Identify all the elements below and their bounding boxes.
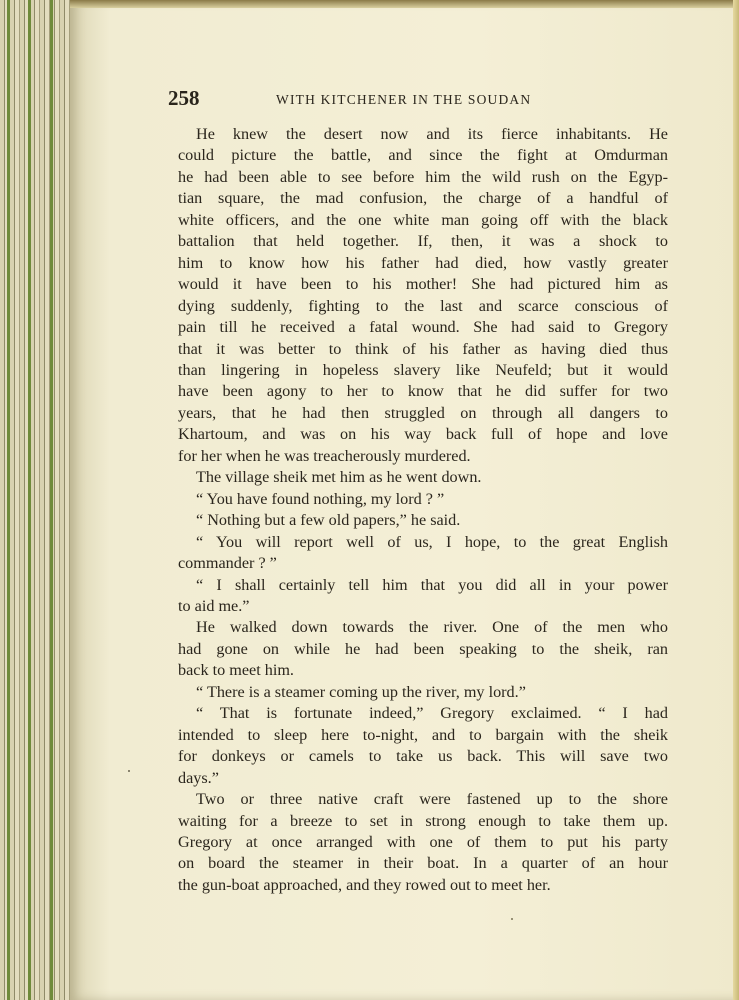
- text-line: years, that he had then struggled on through all dangers to: [178, 403, 668, 422]
- text-line: have been agony to her to know that he did suffer for two: [178, 382, 668, 401]
- text-line: intended to sleep here to-night, and to bargain with the sheik: [178, 725, 668, 744]
- text-line: for donkeys or camels to take us back. This will save two: [178, 747, 668, 766]
- text-line: “ Nothing but a few old papers,” he said.: [196, 511, 461, 530]
- edge-strip: [7, 0, 10, 1000]
- page-number: 258: [168, 86, 200, 110]
- running-title: WITH KITCHENER IN THE SOUDAN: [276, 92, 532, 107]
- text-line: had gone on while he had been speaking to the sheik, ran: [178, 639, 668, 658]
- text-line: Khartoum, and was on his way back full of hope and love: [178, 425, 668, 444]
- text-line: white officers, and the one white man going off with the black: [178, 210, 668, 229]
- text-line: He walked down towards the river. One of the men who: [196, 618, 668, 637]
- text-line: “ There is a steamer coming up the river, my lord.”: [196, 682, 526, 701]
- ink-speck: [128, 770, 130, 772]
- text-line: “ You have found nothing, my lord ? ”: [196, 489, 445, 508]
- text-line: The village sheik met him as he went down.: [196, 468, 482, 487]
- text-line: He knew the desert now and its fierce inhabitants. He: [196, 125, 668, 143]
- text-line: dying suddenly, fighting to the last and scarce conscious of: [178, 296, 668, 315]
- text-line: on board the steamer in their boat. In a quarter of an hour: [178, 854, 668, 873]
- text-line: “ That is fortunate indeed,” Gregory exclaimed. “ I had: [196, 704, 668, 723]
- text-line: Two or three native craft were fastened up to the shore: [196, 790, 668, 809]
- running-head: [168, 86, 568, 112]
- text-line: would it have been to his mother! She had pictured him as: [178, 275, 668, 294]
- text-line: tian square, the mad confusion, the charge of a handful of: [178, 189, 668, 208]
- page-top-edge: [70, 0, 739, 8]
- text-line: the gun-boat approached, and they rowed out to meet her.: [178, 875, 551, 894]
- text-line: “ You will report well of us, I hope, to the great English: [196, 532, 668, 551]
- text-line: “ I shall certainly tell him that you did all in your power: [196, 575, 668, 594]
- text-line: for her when he was treacherously murdered.: [178, 446, 471, 465]
- body-text: [178, 124, 668, 896]
- text-line: back to meet him.: [178, 661, 294, 680]
- edge-strip: [28, 0, 31, 1000]
- text-line: he had been able to see before him the wild rush on the Egyp-: [178, 167, 668, 186]
- text-line: than lingering in hopeless slavery like Neufeld; but it would: [178, 360, 668, 379]
- text-line: commander ? ”: [178, 554, 277, 573]
- page-edges: [0, 0, 80, 1000]
- ink-speck: [511, 918, 513, 920]
- text-line: battalion that held together. If, then, it was a shock to: [178, 232, 668, 251]
- text-line: him to know how his father had died, how vastly greater: [178, 253, 668, 272]
- text-line: that it was better to think of his father as having died thus: [178, 339, 668, 358]
- text-line: waiting for a breeze to set in strong enough to take them up.: [178, 811, 668, 830]
- edge-strip: [50, 0, 53, 1000]
- page-right-edge: [733, 0, 739, 1000]
- text-line: pain till he received a fatal wound. She had said to Gregory: [178, 318, 668, 337]
- text-line: Gregory at once arranged with one of them to put his party: [178, 832, 668, 851]
- text-line: to aid me.”: [178, 596, 250, 615]
- text-line: days.”: [178, 768, 219, 787]
- text-line: could picture the battle, and since the fight at Omdurman: [178, 146, 668, 165]
